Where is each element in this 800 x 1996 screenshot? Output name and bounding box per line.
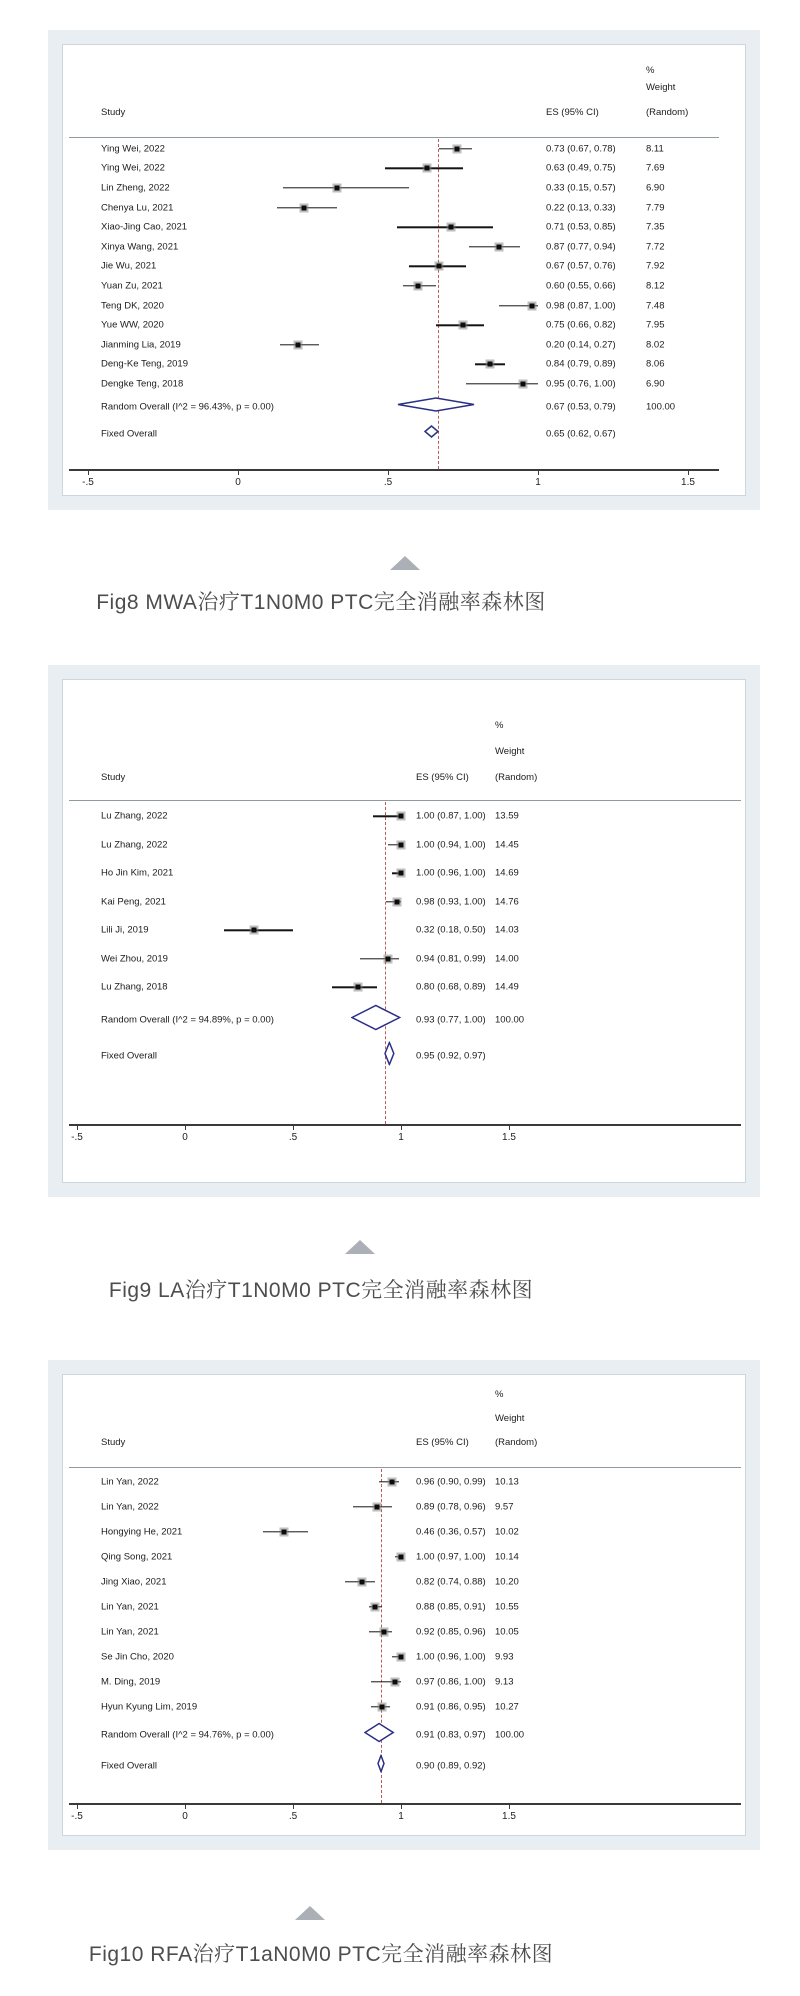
weight-value: 14.69: [495, 867, 519, 879]
x-axis-tick-label: .5: [383, 477, 393, 488]
study-row: [63, 859, 745, 888]
effect-marker: [521, 381, 526, 386]
study-row: [63, 237, 745, 257]
es-value: 0.63 (0.49, 0.75): [546, 162, 616, 174]
weight-value: 14.76: [495, 896, 519, 908]
weight-value: 10.05: [495, 1626, 519, 1637]
weight-value: 7.48: [646, 300, 665, 312]
effect-marker: [497, 244, 502, 249]
effect-marker: [399, 814, 404, 819]
x-axis-tick-label: 1.5: [502, 1811, 516, 1822]
es-value: 0.60 (0.55, 0.66): [546, 280, 616, 292]
study-label: Lin Yan, 2021: [101, 1626, 159, 1637]
x-axis-tick: [388, 470, 389, 475]
study-label: Ho Jin Kim, 2021: [101, 867, 174, 879]
x-axis-tick-label: -.5: [71, 1811, 83, 1822]
header-separator-line: [69, 800, 741, 801]
x-axis-tick: [509, 1804, 510, 1809]
forest-plot-canvas-fig9: [62, 679, 746, 1183]
study-column-header: Study: [101, 772, 126, 783]
effect-marker: [437, 264, 442, 269]
random-overall-row: [63, 1719, 745, 1750]
es-value: 0.84 (0.79, 0.89): [546, 358, 616, 370]
weight-value: 100.00: [646, 401, 676, 413]
weight-value: 7.92: [646, 260, 665, 272]
study-label: Lili Ji, 2019: [101, 924, 149, 936]
weight-model-header: (Random): [495, 772, 538, 783]
x-axis-tick: [185, 1125, 186, 1130]
effect-marker: [296, 342, 301, 347]
effect-marker: [375, 1504, 380, 1509]
fixed-overall-row: [63, 1038, 745, 1074]
weight-value: 10.14: [495, 1551, 519, 1562]
weight-value: 14.03: [495, 924, 519, 936]
es-value: 0.96 (0.90, 0.99): [416, 1476, 486, 1487]
es-value: 0.98 (0.87, 1.00): [546, 300, 616, 312]
x-axis-tick-label: 0: [182, 1132, 188, 1143]
triangle-up-icon: [295, 1906, 325, 1920]
es-value: 0.91 (0.83, 0.97): [416, 1729, 486, 1740]
weight-header: Weight: [495, 1413, 525, 1424]
forest-plot-image-fig10[interactable]: [48, 1360, 760, 1850]
study-label: Ying Wei, 2022: [101, 143, 165, 155]
weight-model-header: (Random): [646, 107, 689, 118]
study-row: [63, 1494, 745, 1519]
study-label: Lin Yan, 2021: [101, 1601, 159, 1612]
weight-header: Weight: [646, 82, 676, 93]
forest-plot-canvas-fig8: [62, 44, 746, 496]
x-axis-tick: [401, 1125, 402, 1130]
weight-value: 7.35: [646, 221, 665, 233]
study-label: Jing Xiao, 2021: [101, 1576, 167, 1587]
study-label: Jie Wu, 2021: [101, 260, 157, 272]
overall-label: Random Overall (I^2 = 94.89%, p = 0.00): [101, 1014, 274, 1025]
es-value: 0.95 (0.92, 0.97): [416, 1050, 486, 1061]
effect-marker: [379, 1704, 384, 1709]
study-row: [63, 374, 745, 394]
study-row: [63, 296, 745, 316]
x-axis-tick: [77, 1804, 78, 1809]
es-value: 0.89 (0.78, 0.96): [416, 1501, 486, 1512]
random-overall-row: [63, 394, 745, 421]
study-label: Teng DK, 2020: [101, 300, 164, 312]
study-label: Lin Yan, 2022: [101, 1501, 159, 1512]
x-axis-tick: [688, 470, 689, 475]
study-label: Yuan Zu, 2021: [101, 280, 163, 292]
x-axis-line: [69, 1803, 741, 1805]
random-overall-diamond: [397, 397, 475, 417]
overall-label: Fixed Overall: [101, 1050, 157, 1061]
study-row: [63, 1619, 745, 1644]
study-label: Xiao-Jing Cao, 2021: [101, 221, 188, 233]
es-value: 0.46 (0.36, 0.57): [416, 1526, 486, 1537]
study-column-header: Study: [101, 1437, 126, 1448]
study-column-header: Study: [101, 107, 126, 118]
study-label: Lin Yan, 2022: [101, 1476, 159, 1487]
effect-marker: [461, 323, 466, 328]
x-axis-tick-label: -.5: [71, 1132, 83, 1143]
effect-marker: [399, 1654, 404, 1659]
study-label: Deng-Ke Teng, 2019: [101, 358, 188, 370]
ci-line: [360, 958, 399, 959]
weight-percent-header: %: [495, 1389, 504, 1400]
x-axis-line: [69, 469, 719, 471]
study-label: Yue WW, 2020: [101, 319, 164, 331]
fixed-overall-diamond: [377, 1754, 385, 1777]
es-value: 0.80 (0.68, 0.89): [416, 981, 486, 993]
effect-marker: [355, 985, 360, 990]
weight-value: 14.49: [495, 981, 519, 993]
fixed-overall-diamond: [384, 1041, 395, 1070]
overall-label: Fixed Overall: [101, 428, 157, 440]
weight-value: 14.00: [495, 953, 519, 965]
ci-line: [397, 226, 493, 227]
weight-value: 14.45: [495, 839, 519, 851]
fixed-overall-row: [63, 421, 745, 448]
weight-value: 100.00: [495, 1729, 525, 1740]
forest-plot-image-fig8[interactable]: [48, 30, 760, 510]
effect-marker: [425, 166, 430, 171]
study-label: Xinya Wang, 2021: [101, 241, 179, 253]
study-row: [63, 159, 745, 179]
effect-marker: [381, 1629, 386, 1634]
study-label: Lin Zheng, 2022: [101, 182, 170, 194]
weight-value: 8.12: [646, 280, 665, 292]
header-separator-line: [69, 137, 719, 138]
effect-marker: [360, 1579, 365, 1584]
x-axis-tick: [238, 470, 239, 475]
study-label: Lu Zhang, 2022: [101, 810, 168, 822]
x-axis-tick-label: 1: [535, 477, 541, 488]
es-value: 0.20 (0.14, 0.27): [546, 339, 616, 351]
x-axis-tick: [509, 1125, 510, 1130]
triangle-up-icon: [390, 556, 420, 570]
effect-marker: [449, 225, 454, 230]
es-value: 0.88 (0.85, 0.91): [416, 1601, 486, 1612]
weight-value: 7.95: [646, 319, 665, 331]
study-row: [63, 178, 745, 198]
weight-percent-header: %: [646, 65, 655, 76]
effect-marker: [373, 1604, 378, 1609]
es-value: 0.67 (0.57, 0.76): [546, 260, 616, 272]
study-label: Lu Zhang, 2018: [101, 981, 168, 993]
study-label: Jianming Lia, 2019: [101, 339, 181, 351]
study-row: [63, 1694, 745, 1719]
weight-value: 6.90: [646, 182, 665, 194]
es-value: 0.71 (0.53, 0.85): [546, 221, 616, 233]
study-row: [63, 315, 745, 335]
overall-label: Fixed Overall: [101, 1760, 157, 1771]
weight-value: 8.06: [646, 358, 665, 370]
weight-value: 9.57: [495, 1501, 514, 1512]
x-axis-tick-label: .5: [288, 1132, 298, 1143]
effect-marker: [252, 928, 257, 933]
effect-marker: [399, 871, 404, 876]
x-axis-tick-label: 1: [398, 1811, 404, 1822]
study-label: Dengke Teng, 2018: [101, 378, 184, 390]
random-overall-row: [63, 1002, 745, 1038]
es-column-header: ES (95% CI): [416, 1437, 469, 1448]
es-value: 0.92 (0.85, 0.96): [416, 1626, 486, 1637]
x-axis-tick-label: 0: [235, 477, 241, 488]
effect-marker: [335, 185, 340, 190]
study-row: [63, 1544, 745, 1569]
study-label: Wei Zhou, 2019: [101, 953, 168, 965]
es-value: 0.87 (0.77, 0.94): [546, 241, 616, 253]
effect-marker: [386, 956, 391, 961]
fixed-overall-diamond: [424, 425, 439, 443]
study-label: M. Ding, 2019: [101, 1676, 161, 1687]
weight-value: 10.02: [495, 1526, 519, 1537]
overall-label: Random Overall (I^2 = 96.43%, p = 0.00): [101, 401, 274, 413]
effect-marker: [488, 362, 493, 367]
overall-label: Random Overall (I^2 = 94.76%, p = 0.00): [101, 1729, 274, 1740]
effect-marker: [392, 1679, 397, 1684]
weight-value: 9.93: [495, 1651, 514, 1662]
es-value: 0.22 (0.13, 0.33): [546, 202, 616, 214]
study-label: Chenya Lu, 2021: [101, 202, 174, 214]
effect-marker: [282, 1529, 287, 1534]
es-value: 0.82 (0.74, 0.88): [416, 1576, 486, 1587]
figure-caption-fig9: Fig9 LA治疗T1N0M0 PTC完全消融率森林图: [108, 1279, 534, 1302]
study-row: [63, 802, 745, 831]
fixed-overall-row: [63, 1750, 745, 1781]
study-row: [63, 217, 745, 237]
effect-marker: [302, 205, 307, 210]
effect-marker: [399, 842, 404, 847]
random-overall-diamond: [351, 1004, 401, 1035]
es-value: 1.00 (0.96, 1.00): [416, 867, 486, 879]
x-axis-line: [69, 1124, 741, 1126]
es-value: 0.33 (0.15, 0.57): [546, 182, 616, 194]
x-axis-tick-label: -.5: [82, 477, 94, 488]
es-value: 0.67 (0.53, 0.79): [546, 401, 616, 413]
x-axis-tick: [293, 1804, 294, 1809]
es-value: 0.75 (0.66, 0.82): [546, 319, 616, 331]
study-row: [63, 1469, 745, 1494]
x-axis-tick: [88, 470, 89, 475]
random-overall-diamond: [364, 1722, 394, 1747]
weight-percent-header: %: [495, 720, 504, 731]
forest-plot-image-fig9[interactable]: [48, 665, 760, 1197]
study-row: [63, 888, 745, 917]
study-row: [63, 973, 745, 1002]
study-row: [63, 945, 745, 974]
effect-marker: [394, 899, 399, 904]
study-label: Qing Song, 2021: [101, 1551, 173, 1562]
study-label: Ying Wei, 2022: [101, 162, 165, 174]
es-value: 0.94 (0.81, 0.99): [416, 953, 486, 965]
x-axis-tick-label: .5: [288, 1811, 298, 1822]
weight-value: 9.13: [495, 1676, 514, 1687]
es-value: 1.00 (0.97, 1.00): [416, 1551, 486, 1562]
figure-caption-fig8: Fig8 MWA治疗T1N0M0 PTC完全消融率森林图: [96, 591, 546, 614]
weight-value: 8.02: [646, 339, 665, 351]
es-value: 1.00 (0.94, 1.00): [416, 839, 486, 851]
x-axis-tick-label: 0: [182, 1811, 188, 1822]
es-value: 0.91 (0.86, 0.95): [416, 1701, 486, 1712]
effect-marker: [455, 146, 460, 151]
study-label: Hongying He, 2021: [101, 1526, 183, 1537]
es-value: 0.65 (0.62, 0.67): [546, 428, 616, 440]
study-row: [63, 1669, 745, 1694]
es-value: 0.97 (0.86, 1.00): [416, 1676, 486, 1687]
forest-plot-canvas-fig10: [62, 1374, 746, 1836]
study-row: [63, 355, 745, 375]
weight-value: 100.00: [495, 1014, 525, 1025]
study-label: Hyun Kyung Lim, 2019: [101, 1701, 198, 1712]
effect-marker: [416, 283, 421, 288]
weight-value: 10.27: [495, 1701, 519, 1712]
es-value: 0.95 (0.76, 1.00): [546, 378, 616, 390]
effect-marker: [399, 1554, 404, 1559]
study-label: Kai Peng, 2021: [101, 896, 166, 908]
weight-value: 7.69: [646, 162, 665, 174]
effect-marker: [390, 1479, 395, 1484]
es-column-header: ES (95% CI): [416, 772, 469, 783]
study-label: Lu Zhang, 2022: [101, 839, 168, 851]
x-axis-tick: [293, 1125, 294, 1130]
study-row: [63, 139, 745, 159]
study-row: [63, 198, 745, 218]
study-row: [63, 831, 745, 860]
study-row: [63, 276, 745, 296]
study-row: [63, 1519, 745, 1544]
es-value: 0.98 (0.93, 1.00): [416, 896, 486, 908]
weight-value: 13.59: [495, 810, 519, 822]
weight-value: 10.13: [495, 1476, 519, 1487]
weight-value: 8.11: [646, 143, 664, 155]
weight-header: Weight: [495, 746, 525, 757]
es-column-header: ES (95% CI): [546, 107, 599, 118]
x-axis-tick: [538, 470, 539, 475]
figure-caption-fig10: Fig10 RFA治疗T1aN0M0 PTC完全消融率森林图: [88, 1943, 554, 1966]
es-value: 0.32 (0.18, 0.50): [416, 924, 486, 936]
weight-value: 7.79: [646, 202, 665, 214]
x-axis-tick-label: 1.5: [681, 477, 695, 488]
study-row: [63, 1569, 745, 1594]
study-row: [63, 1644, 745, 1669]
x-axis-tick: [77, 1125, 78, 1130]
es-value: 1.00 (0.96, 1.00): [416, 1651, 486, 1662]
weight-value: 6.90: [646, 378, 665, 390]
weight-model-header: (Random): [495, 1437, 538, 1448]
es-value: 0.93 (0.77, 1.00): [416, 1014, 486, 1025]
study-row: [63, 916, 745, 945]
ci-line: [283, 187, 409, 188]
es-value: 1.00 (0.87, 1.00): [416, 810, 486, 822]
effect-marker: [530, 303, 535, 308]
weight-value: 10.20: [495, 1576, 519, 1587]
study-row: [63, 257, 745, 277]
x-axis-tick: [185, 1804, 186, 1809]
es-value: 0.73 (0.67, 0.78): [546, 143, 616, 155]
x-axis-tick: [401, 1804, 402, 1809]
study-row: [63, 335, 745, 355]
study-row: [63, 1594, 745, 1619]
study-label: Se Jin Cho, 2020: [101, 1651, 174, 1662]
weight-value: 10.55: [495, 1601, 519, 1612]
triangle-up-icon: [345, 1240, 375, 1254]
x-axis-tick-label: 1: [398, 1132, 404, 1143]
x-axis-tick-label: 1.5: [502, 1132, 516, 1143]
header-separator-line: [69, 1467, 741, 1468]
weight-value: 7.72: [646, 241, 665, 253]
es-value: 0.90 (0.89, 0.92): [416, 1760, 486, 1771]
